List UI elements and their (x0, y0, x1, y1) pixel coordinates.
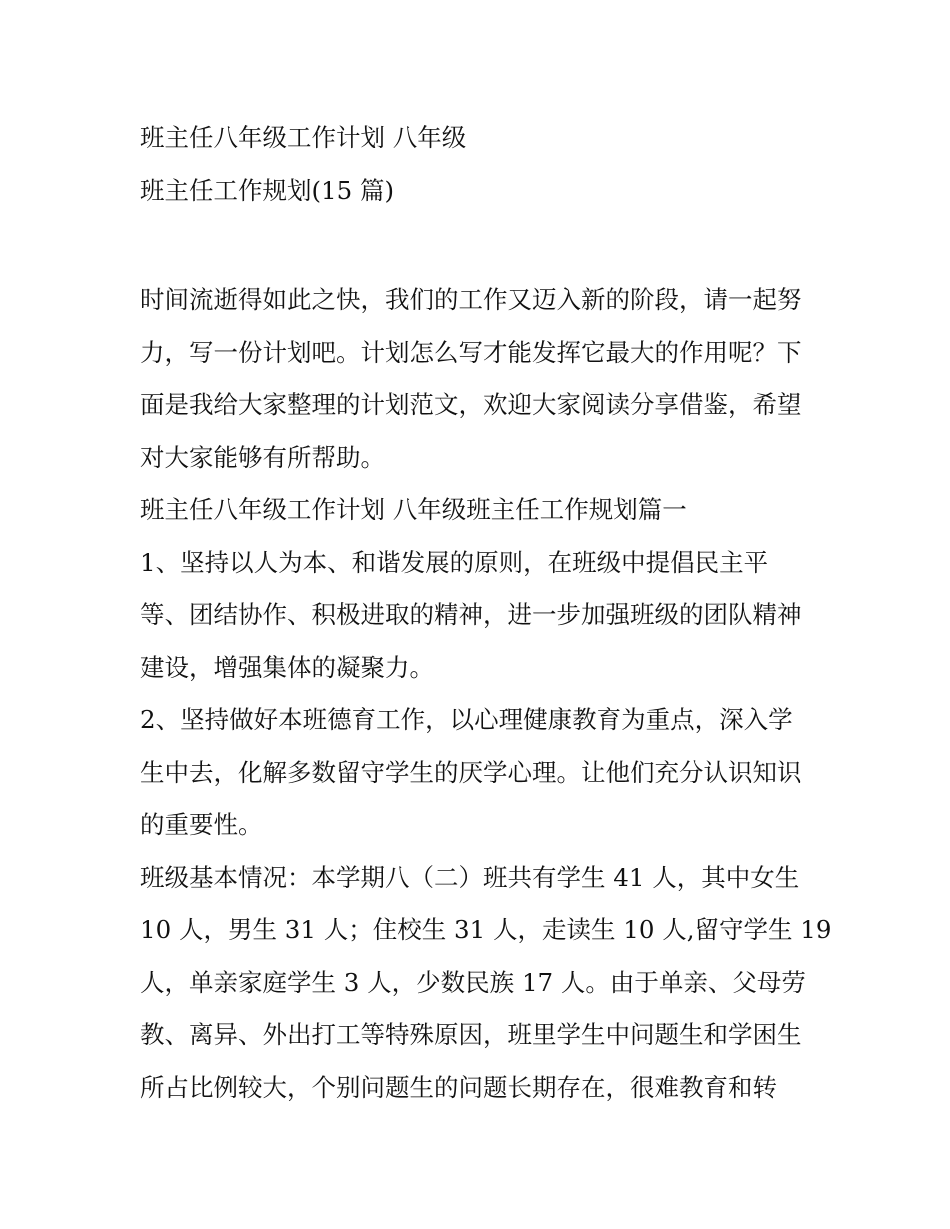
body-line: 生中去，化解多数留守学生的厌学心理。让他们充分认识知识 (140, 757, 802, 787)
title-line: 班主任工作规划(15 篇) (140, 175, 395, 205)
document-title (140, 112, 830, 217)
body-line: 面是我给大家整理的计划范文，欢迎大家阅读分享借鉴，希望 (140, 390, 802, 419)
body-line: 力，写一份计划吧。计划怎么写才能发挥它最大的作用呢？下 (140, 337, 802, 367)
body-line: 等、团结协作、积极进取的精神，进一步加强班级的团队精神 (140, 600, 802, 629)
document-body (140, 274, 830, 1114)
body-line: 教、离异、外出打工等特殊原因，班里学生中问题生和学困生 (140, 1020, 802, 1049)
body-line: 对大家能够有所帮助。 (140, 442, 385, 472)
section-heading: 班主任八年级工作计划 八年级班主任工作规划篇一 (140, 495, 687, 524)
body-line: 所占比例较大，个别问题生的问题长期存在，很难教育和转 (140, 1072, 777, 1102)
body-line: 时间流逝得如此之快，我们的工作又迈入新的阶段，请一起努 (140, 285, 802, 314)
title-line: 班主任八年级工作计划 八年级 (140, 123, 467, 152)
body-line: 2、坚持做好本班德育工作，以心理健康教育为重点，深入学 (140, 705, 793, 734)
body-line: 班级基本情况：本学期八（二）班共有学生 41 人，其中女生 (140, 862, 800, 892)
body-line: 1、坚持以人为本、和谐发展的原则，在班级中提倡民主平 (140, 547, 769, 577)
body-line: 的重要性。 (140, 810, 263, 839)
body-line: 人，单亲家庭学生 3 人，少数民族 17 人。由于单亲、父母劳 (140, 967, 806, 997)
body-line: 建设，增强集体的凝聚力。 (140, 652, 434, 682)
body-line: 10 人，男生 31 人；住校生 31 人，走读生 10 人,留守学生 19 (140, 915, 832, 944)
